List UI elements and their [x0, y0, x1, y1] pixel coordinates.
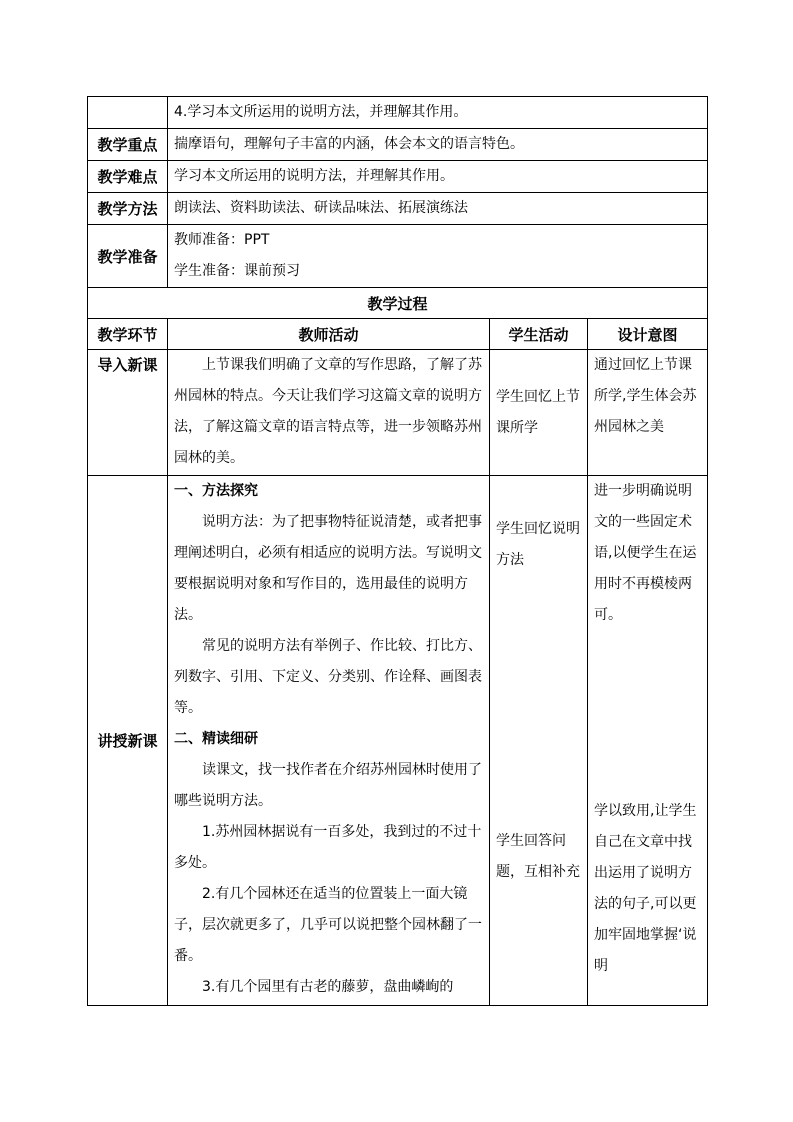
- difficulties-content: 学习本文所运用的说明方法，并理解其作用。: [168, 161, 708, 193]
- prep-teacher: 教师准备：PPT: [174, 232, 270, 248]
- methods-content: 朗读法、资料助读法、研读品味法、拓展演练法: [168, 193, 708, 225]
- col-header-stage: 教学环节: [88, 319, 168, 350]
- prep-row: [88, 225, 708, 288]
- example-3-text: 3.有几个园里有古老的藤萝，盘曲嶙峋的: [202, 979, 454, 995]
- objectives-row: [88, 97, 708, 129]
- objectives-tail: 4.学习本文所运用的说明方法，并理解其作用。: [168, 97, 708, 129]
- intro-intent-cell: [588, 350, 708, 476]
- intro-row: [88, 350, 708, 476]
- method-definition-text: 说明方法：为了把事物特征说清楚，或者把事理阐述明白，必须有相适应的说明方法。写说明文要根据说明对象和写作目的，选用最佳的说明方法。: [174, 514, 482, 623]
- key-points-content: 揣摩语句，理解句子丰富的内涵，体会本文的语言特色。: [168, 129, 708, 161]
- close-reading-heading: 二、精读细研: [174, 731, 258, 747]
- example-1-text: 1.苏州园林据说有一百多处，我到过的不过十多处。: [174, 824, 482, 871]
- common-methods-text: 常见的说明方法有举例子、作比较、打比方、列数字、引用、下定义、分类别、作诠释、画图表等。: [174, 638, 482, 716]
- objectives-label-cell: [88, 97, 168, 129]
- intro-student-text: 学生回忆上节课所学: [496, 388, 580, 436]
- intro-stage-label: 导入新课: [97, 356, 158, 374]
- col-header-student: 学生活动: [490, 319, 588, 350]
- reading-task-text: 读课文，找一找作者在介绍苏州园林时使用了哪些说明方法。: [174, 762, 482, 809]
- difficulties-label: 教学难点: [88, 161, 168, 193]
- prep-student: 学生准备：课前预习: [174, 263, 300, 279]
- new-student-text-2: 学生回答问题，互相补充: [496, 833, 580, 880]
- key-points-label: 教学重点: [88, 129, 168, 161]
- column-header-row: [88, 319, 708, 350]
- col-header-intent: 设计意图: [588, 319, 708, 350]
- process-title: 教学过程: [88, 288, 708, 319]
- col-header-teacher: 教师活动: [168, 319, 490, 350]
- new-student-text-1: 学生回忆说明方法: [496, 521, 580, 568]
- new-teacher-cell: [168, 476, 490, 1006]
- methods-row: [88, 193, 708, 225]
- new-intent-text-1: 进一步明确说明文的一些固定术语,以便学生在运用时不再模棱两可。: [594, 483, 697, 623]
- intro-teacher-cell: [168, 350, 490, 476]
- methods-label: 教学方法: [88, 193, 168, 225]
- intro-student-cell: [490, 350, 588, 476]
- prep-content: [168, 225, 708, 288]
- prep-label: 教学准备: [88, 225, 168, 288]
- key-points-row: [88, 129, 708, 161]
- new-student-cell: [490, 476, 588, 1006]
- difficulties-row: [88, 161, 708, 193]
- method-explore-heading: 一、方法探究: [174, 483, 258, 499]
- intro-intent-text: 通过回忆上节课所学,学生体会苏州园林之美: [594, 357, 697, 435]
- intro-stage: [88, 350, 168, 476]
- new-intent-text-2: 学以致用,让学生自己在文章中找出运用了说明方法的句子,可以更加牢固地掌握‘说明: [594, 803, 697, 974]
- new-lesson-row: [88, 476, 708, 1006]
- lesson-plan-table: [87, 96, 708, 1006]
- process-title-row: [88, 288, 708, 319]
- new-intent-cell: [588, 476, 708, 1006]
- example-2-text: 2.有几个园林还在适当的位置装上一面大镜子，层次就更多了，几乎可以说把整个园林翻了一番。: [174, 886, 482, 964]
- new-stage: 讲授新课: [88, 476, 168, 1006]
- intro-teacher-text: 上节课我们明确了文章的写作思路，了解了苏州园林的特点。今天让我们学习这篇文章的说明方法，了解这篇文章的语言特点等，进一步领略苏州园林的美。: [174, 357, 482, 466]
